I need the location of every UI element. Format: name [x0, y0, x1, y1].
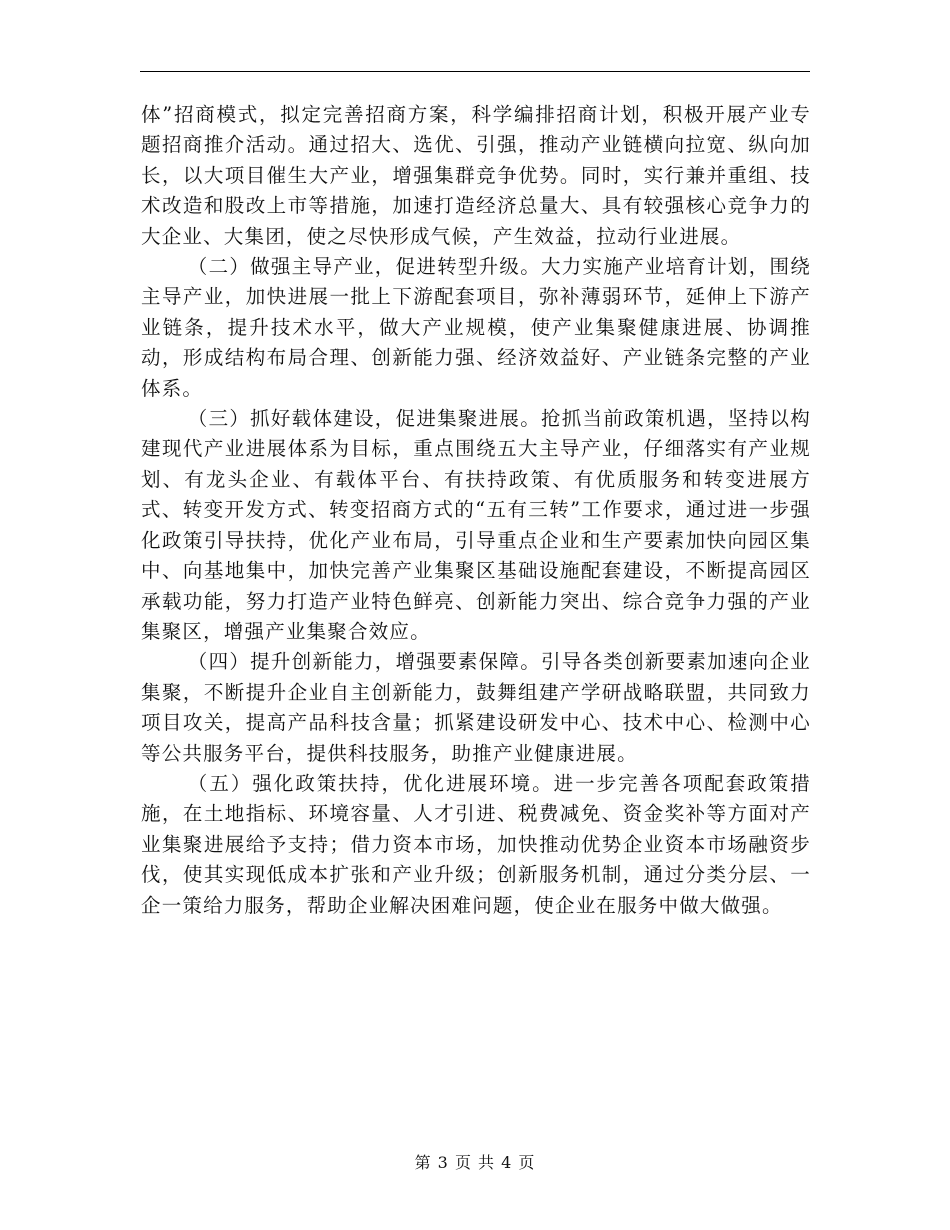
- paragraph-4: （四）提升创新能力，增强要素保障。引导各类创新要素加速向企业集聚，不断提升企业自主创新能力，鼓舞组建产学研战略联盟，共同致力项目攻关，提高产品科技含量；抓紧建设研发中心、技术中心、检测中心等公共服务平台，提供科技服务，助推产业健康进展。: [141, 650, 811, 765]
- page-number-label: 第 3 页 共 4 页: [414, 1153, 536, 1172]
- paragraph-3: （三）抓好载体建设，促进集聚进展。抢抓当前政策机遇，坚持以构建现代产业进展体系为目标，重点围绕五大主导产业，仔细落实有产业规划、有龙头企业、有载体平台、有扶持政策、有优质服务和转变进展方式、转变开发方式、转变招商方式的“五有三转”工作要求，通过进一步强化政策引导扶持，优化产业布局，引导重点企业和生产要素加快向园区集中、向基地集中，加快完善产业集聚区基础设施配套建设，不断提高园区承载功能，努力打造产业特色鲜亮、创新能力突出、综合竞争力强的产业集聚区，增强产业集聚合效应。: [141, 407, 811, 643]
- paragraph-2: （二）做强主导产业，促进转型升级。大力实施产业培育计划，围绕主导产业，加快进展一批上下游配套项目，弥补薄弱环节，延伸上下游产业链条，提升技术水平，做大产业规模，使产业集聚健康进展、协调推动，形成结构布局合理、创新能力强、经济效益好、产业链条完整的产业体系。: [141, 255, 811, 400]
- body-text: [141, 100, 811, 921]
- page-footer: [0, 1150, 950, 1173]
- header-rule: [140, 71, 810, 72]
- paragraph-5: （五）强化政策扶持，优化进展环境。进一步完善各项配套政策措施，在土地指标、环境容量、人才引进、税费减免、资金奖补等方面对产业集聚进展给予支持；借力资本市场，加快推动优势企业资本市场融资步伐，使其实现低成本扩张和产业升级；创新服务机制，通过分类分层、一企一策给力服务，帮助企业解决困难问题，使企业在服务中做大做强。: [141, 771, 811, 917]
- paragraph-1: 体”招商模式，拟定完善招商方案，科学编排招商计划，积极开展产业专题招商推介活动。通过招大、选优、引强，推动产业链横向拉宽、纵向加长，以大项目催生大产业，增强集群竞争优势。同时，实行兼并重组、技术改造和股改上市等措施，加速打造经济总量大、具有较强核心竞争力的大企业、大集团，使之尽快形成气候，产生效益，拉动行业进展。: [141, 103, 811, 248]
